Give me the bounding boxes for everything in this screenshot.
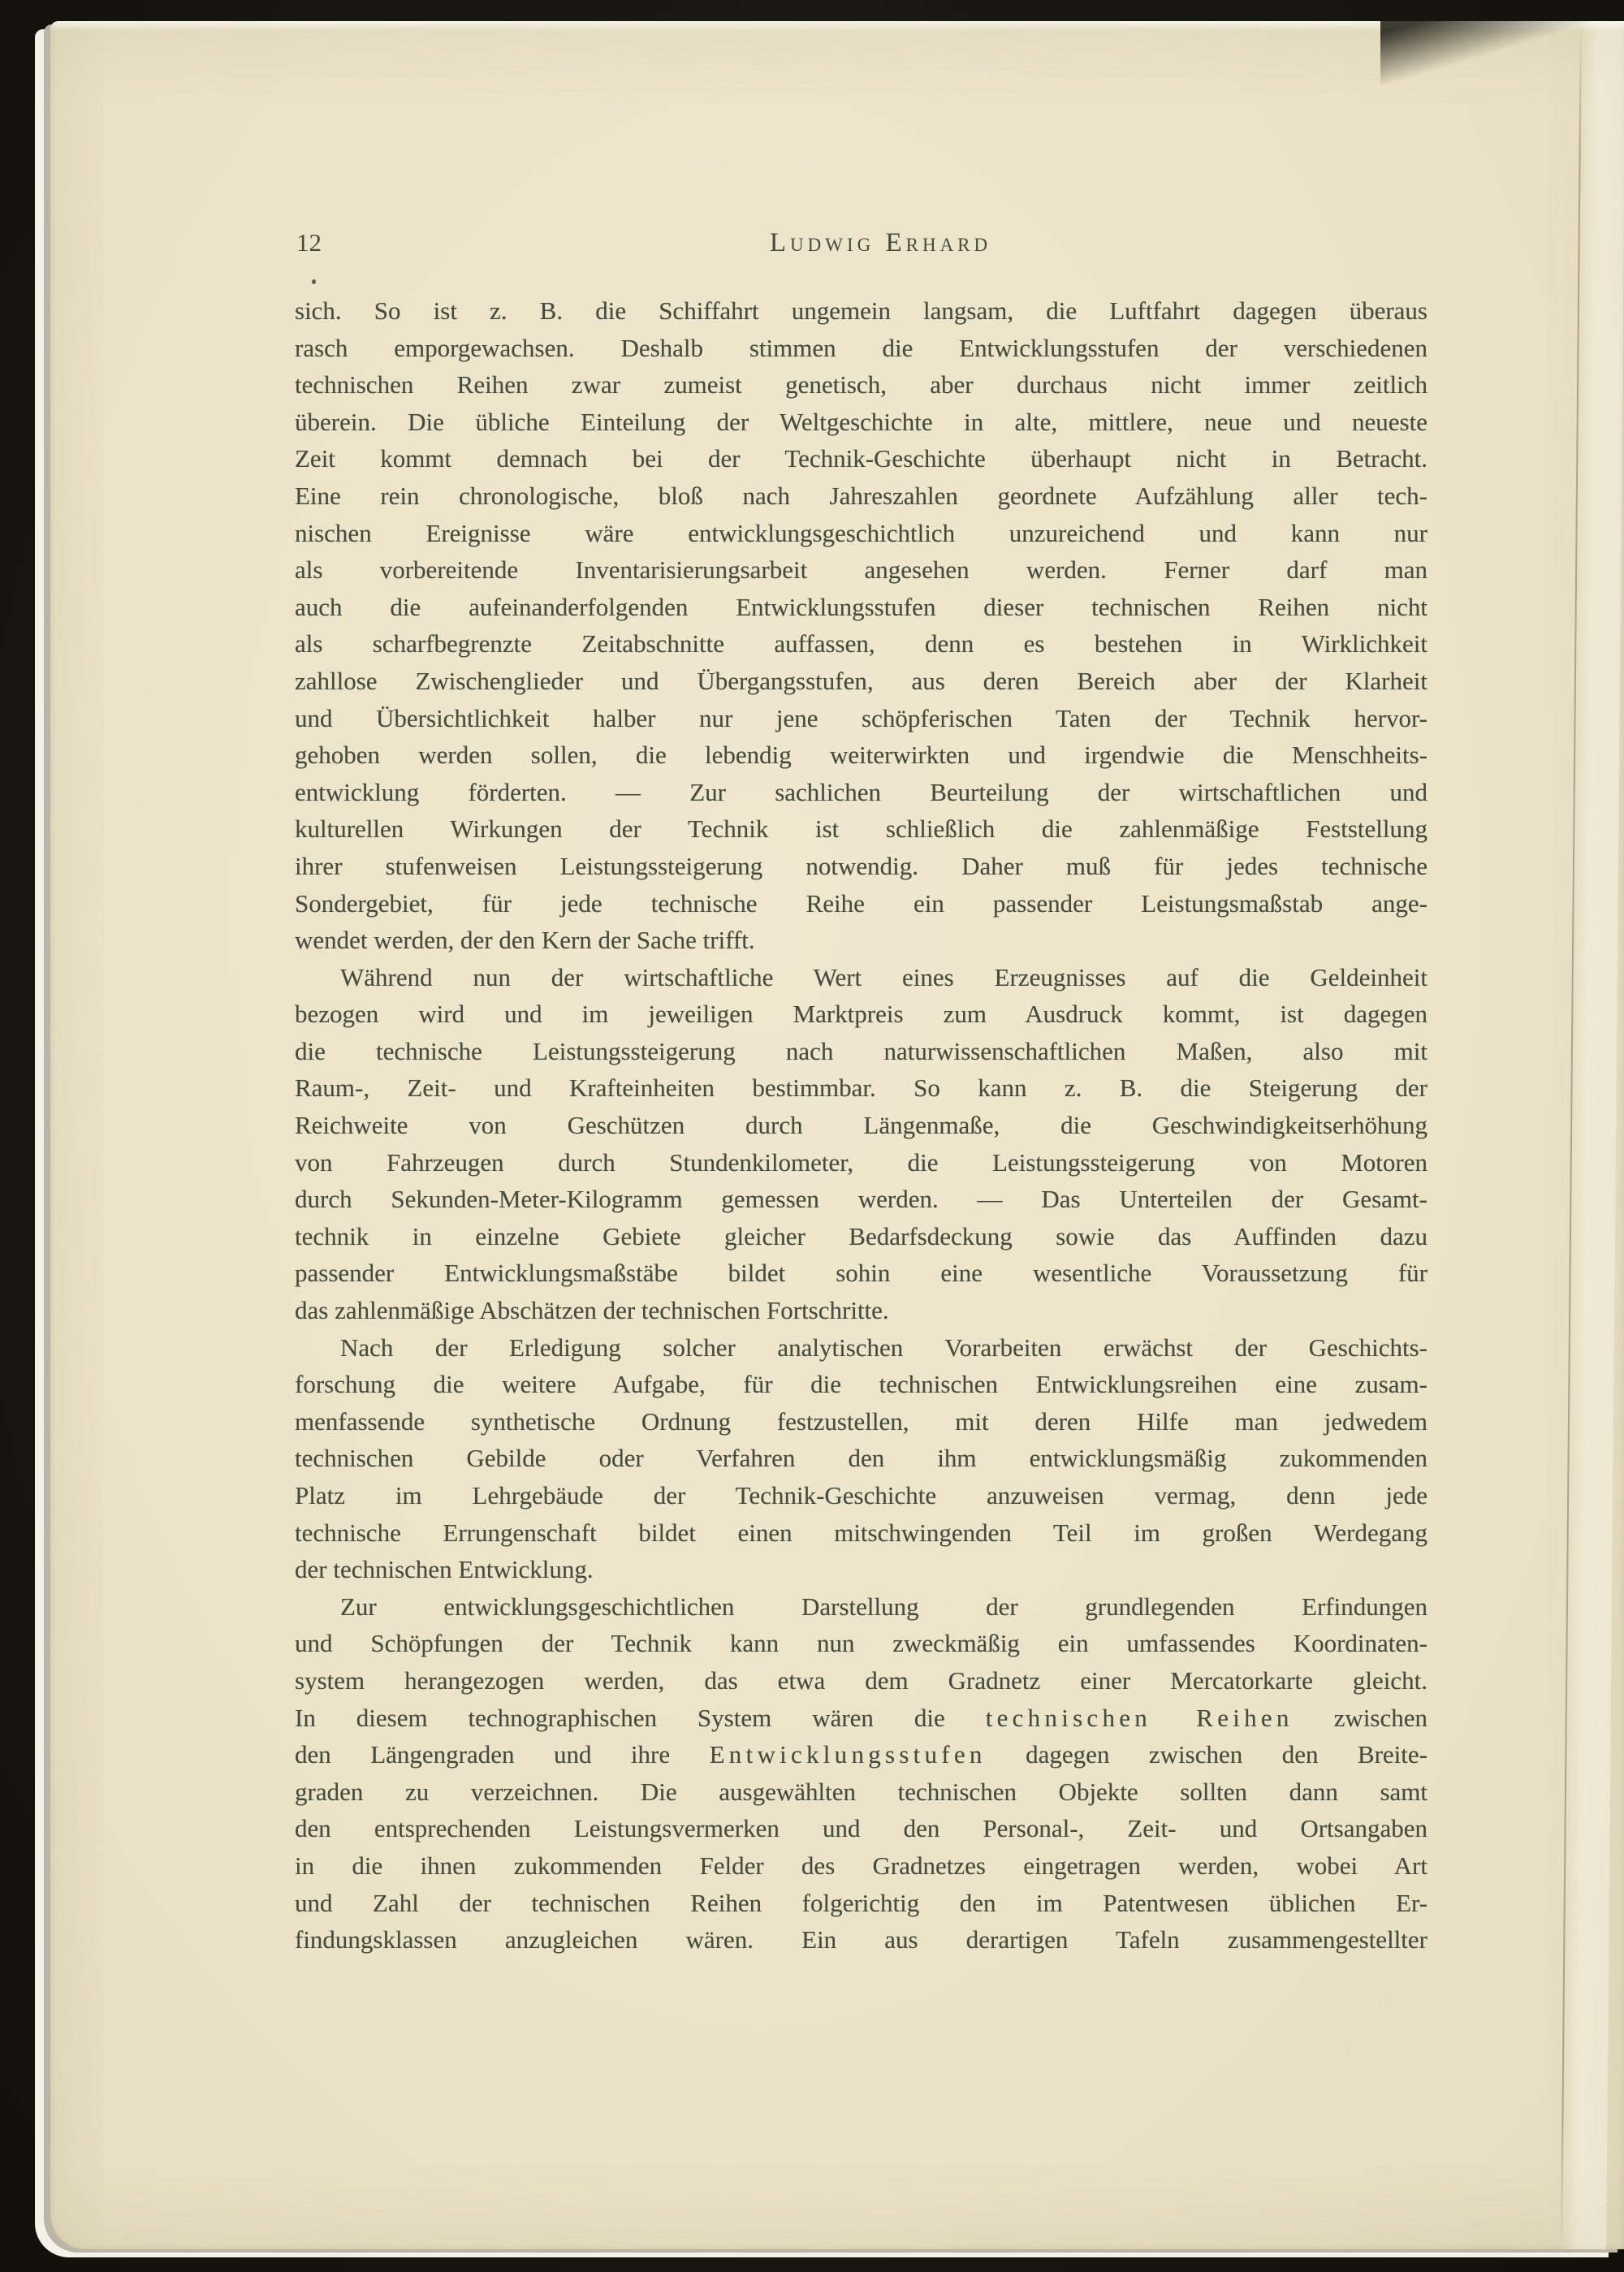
text-line bbox=[295, 625, 1427, 663]
text-segment: passender Entwicklungsmaßstäbe bildet sohin eine wesentliche Voraussetzung für bbox=[295, 1259, 1427, 1288]
text-line bbox=[295, 996, 1427, 1033]
text-line bbox=[295, 848, 1427, 885]
text-segment: technischen Reihen zwar zumeist genetisch, aber durchaus nicht immer zeitlich bbox=[295, 370, 1427, 400]
letterspaced-emphasis: technischen Reihen bbox=[985, 1703, 1294, 1732]
text-line bbox=[295, 404, 1427, 441]
text-segment: Zeit kommt demnach bei der Technik-Geschichte überhaupt nicht in Betracht. bbox=[295, 444, 1427, 473]
text-segment: Raum-, Zeit- und Krafteinheiten bestimmbar. So kann z. B. die Steigerung der bbox=[295, 1073, 1427, 1103]
text-segment: als scharfbegrenzte Zeitabschnitte auffassen, denn es bestehen in Wirklichkeit bbox=[295, 629, 1427, 659]
text-segment: als vorbereitende Inventarisierungsarbeit angesehen werden. Ferner darf man bbox=[295, 555, 1427, 585]
text-line bbox=[295, 1773, 1427, 1811]
text-line bbox=[295, 1329, 1427, 1367]
text-segment: wendet werden, der den Kern der Sache trifft. bbox=[295, 926, 755, 955]
running-header: Ludwig Erhard bbox=[769, 228, 992, 257]
text-line bbox=[295, 1403, 1427, 1441]
text-line bbox=[295, 736, 1427, 774]
text-segment: technische Errungenschaft bildet einen mitschwingenden Teil im großen Werdegang bbox=[295, 1518, 1427, 1547]
text-segment: sich. So ist z. B. die Schiffahrt ungemein langsam, die Luftfahrt dagegen überaus bbox=[295, 296, 1427, 325]
paragraph bbox=[295, 1329, 1427, 1588]
text-line bbox=[295, 1847, 1427, 1885]
text-line bbox=[295, 1514, 1427, 1552]
text-segment: dagegen zwischen den Breite- bbox=[986, 1740, 1427, 1769]
text-line bbox=[295, 922, 1427, 959]
text-segment: menfassende synthetische Ordnung festzustellen, mit deren Hilfe man jedwedem bbox=[295, 1406, 1427, 1436]
text-line bbox=[295, 1477, 1427, 1514]
text-line bbox=[295, 477, 1427, 515]
text-line bbox=[295, 1885, 1427, 1922]
book-page bbox=[50, 21, 1624, 2249]
text-segment: rasch emporgewachsen. Deshalb stimmen die Entwicklungsstufen der verschiedenen bbox=[295, 333, 1427, 362]
text-segment: Eine rein chronologische, bloß nach Jahreszahlen geordnete Aufzählung aller tech- bbox=[295, 481, 1427, 510]
text-segment: Reichweite von Geschützen durch Längenmaße, die Geschwindigkeitserhöhung bbox=[295, 1111, 1427, 1140]
text-segment: entwicklung förderten. — Zur sachlichen Beurteilung der wirtschaftlichen und bbox=[295, 777, 1427, 806]
text-segment: zwischen bbox=[1293, 1703, 1428, 1732]
text-line bbox=[295, 1921, 1427, 1959]
text-segment: Platz im Lehrgebäude der Technik-Geschichte anzuweisen vermag, denn jede bbox=[295, 1481, 1427, 1510]
text-segment: nischen Ereignisse wäre entwicklungsgeschichtlich unzureichend und kann nur bbox=[295, 518, 1427, 547]
paragraph bbox=[295, 1588, 1427, 1959]
text-segment: überein. Die übliche Einteilung der Weltgeschichte in alte, mittlere, neue und neueste bbox=[295, 407, 1427, 436]
text-segment: durch Sekunden-Meter-Kilogramm gemessen werden. — Das Unterteilen der Gesamt- bbox=[295, 1185, 1427, 1214]
scan-speck bbox=[312, 279, 316, 284]
text-segment: In diesem technographischen System wären die bbox=[295, 1703, 986, 1732]
text-line bbox=[295, 330, 1427, 367]
text-line bbox=[295, 366, 1427, 404]
text-line bbox=[295, 1292, 1427, 1329]
text-segment: und Übersichtlichkeit halber nur jene schöpferischen Taten der Technik hervor- bbox=[295, 703, 1427, 732]
text-line bbox=[295, 774, 1427, 811]
text-line bbox=[295, 663, 1427, 700]
page-header bbox=[295, 224, 1427, 261]
text-segment: bezogen wird und im jeweiligen Marktpreis zum Ausdruck kommt, ist dagegen bbox=[295, 1000, 1427, 1029]
text-line bbox=[295, 1144, 1427, 1181]
text-segment: kulturellen Wirkungen der Technik ist schließlich die zahlenmäßige Feststellung bbox=[295, 814, 1427, 844]
text-segment: system herangezogen werden, das etwa dem Gradnetz einer Mercatorkarte gleicht. bbox=[295, 1665, 1427, 1695]
body-text bbox=[295, 292, 1427, 1959]
text-line bbox=[295, 1218, 1427, 1255]
text-segment: findungsklassen anzugleichen wären. Ein aus derartigen Tafeln zusammengestellter bbox=[295, 1925, 1427, 1955]
text-segment: den entsprechenden Leistungsvermerken und den Personal-, Zeit- und Ortsangaben bbox=[295, 1814, 1427, 1843]
text-line bbox=[295, 1440, 1427, 1477]
text-line bbox=[295, 1551, 1427, 1588]
text-line bbox=[295, 1588, 1427, 1626]
text-segment: und Schöpfungen der Technik kann nun zweckmäßig ein umfassendes Koordinaten- bbox=[295, 1629, 1427, 1658]
page-number: 12 bbox=[296, 228, 322, 257]
text-line bbox=[295, 1181, 1427, 1218]
text-segment: zahllose Zwischenglieder und Übergangsstufen, aus deren Bereich aber der Klarheit bbox=[295, 666, 1427, 695]
text-segment: von Fahrzeugen durch Stundenkilometer, die Leistungssteigerung von Motoren bbox=[295, 1147, 1427, 1177]
text-segment: forschung die weitere Aufgabe, für die technischen Entwicklungsreihen eine zusam- bbox=[295, 1370, 1427, 1399]
paragraph bbox=[295, 959, 1427, 1329]
text-segment: in die ihnen zukommenden Felder des Gradnetzes eingetragen werden, wobei Art bbox=[295, 1851, 1427, 1880]
text-segment: technik in einzelne Gebiete gleicher Bedarfsdeckung sowie das Auffinden dazu bbox=[295, 1221, 1427, 1250]
text-line bbox=[295, 1810, 1427, 1847]
text-line bbox=[295, 589, 1427, 626]
text-line bbox=[295, 1736, 1427, 1773]
text-segment: Während nun der wirtschaftliche Wert eines Erzeugnisses auf die Geldeinheit bbox=[340, 962, 1427, 991]
text-segment: gehoben werden sollen, die lebendig weiterwirkten und irgendwie die Menschheits- bbox=[295, 741, 1427, 770]
text-line bbox=[295, 1625, 1427, 1662]
text-line bbox=[295, 1033, 1427, 1070]
text-line bbox=[295, 515, 1427, 552]
text-line bbox=[295, 1700, 1427, 1737]
text-segment: Nach der Erledigung solcher analytischen Vorarbeiten erwächst der Geschichts- bbox=[340, 1333, 1427, 1362]
text-segment: das zahlenmäßige Abschätzen der technischen Fortschritte. bbox=[295, 1296, 889, 1325]
text-segment: Zur entwicklungsgeschichtlichen Darstellung der grundlegenden Erfindungen bbox=[340, 1592, 1427, 1621]
text-segment: der technischen Entwicklung. bbox=[295, 1555, 594, 1584]
top-right-corner-shadow bbox=[1380, 21, 1592, 84]
text-segment: auch die aufeinanderfolgenden Entwicklungsstufen dieser technischen Reihen nicht bbox=[295, 592, 1427, 621]
text-line bbox=[295, 1255, 1427, 1292]
text-line bbox=[295, 885, 1427, 922]
text-line bbox=[295, 292, 1427, 330]
text-line bbox=[295, 1366, 1427, 1403]
text-segment: den Längengraden und ihre bbox=[295, 1740, 710, 1769]
text-segment: Sondergebiet, für jede technische Reihe ein passender Leistungsmaßstab ange- bbox=[295, 888, 1427, 918]
text-segment: technischen Gebilde oder Verfahren den ihm entwicklungsmäßig zukommenden bbox=[295, 1444, 1427, 1473]
text-line bbox=[295, 551, 1427, 589]
text-line bbox=[295, 810, 1427, 848]
text-segment: graden zu verzeichnen. Die ausgewählten technischen Objekte sollten dann samt bbox=[295, 1777, 1427, 1806]
text-line bbox=[295, 1107, 1427, 1144]
text-segment: und Zahl der technischen Reihen folgerichtig den im Patentwesen üblichen Er- bbox=[295, 1888, 1427, 1917]
text-segment: die technische Leistungssteigerung nach naturwissenschaftlichen Maßen, also mit bbox=[295, 1036, 1427, 1065]
text-segment: ihrer stufenweisen Leistungssteigerung notwendig. Daher muß für jedes technische bbox=[295, 851, 1427, 880]
text-line bbox=[295, 700, 1427, 737]
text-line bbox=[295, 1069, 1427, 1107]
text-line bbox=[295, 959, 1427, 996]
paragraph bbox=[295, 292, 1427, 959]
text-line bbox=[295, 440, 1427, 477]
letterspaced-emphasis: Entwicklungsstufen bbox=[709, 1740, 987, 1769]
text-line bbox=[295, 1662, 1427, 1700]
